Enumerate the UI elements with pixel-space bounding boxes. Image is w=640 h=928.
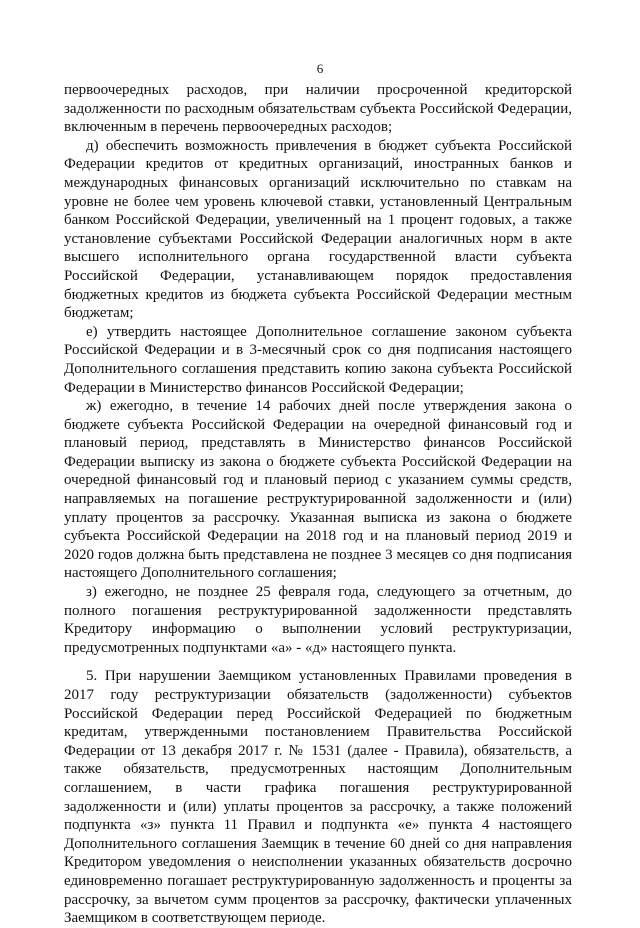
- paragraph-item-z: з) ежегодно, не позднее 25 февраля года, следующего за отчетным, до полного погашения реструктурированной задолженности представлять Кредитору информацию о выполнении условий реструктуризации, предусмотренных подпунктами «а» - «д» настоящего пункта.: [64, 584, 572, 656]
- paragraph-section-5: 5. При нарушении Заемщиком установленных Правилами проведения в 2017 году реструктуризации обязательств (задолженности) субъектов Российской Федерации перед Российской Федерацией по бюджетным кредитам, утвержденными постановлением Правительства Российской Федерации от 13 декабря 2017 г. № 1531 (далее - Правила), обязательств, а также обязательств, предусмотренных настоящим Дополнительным соглашением, в части графика погашения реструктурированной задолженности и (или) уплаты процентов за рассрочку, а также положений подпункта «з» пункта 11 Правил и подпункта «е» пункта 4 настоящего Дополнительного соглашения Заемщик в течение 60 дней со дня направления Кредитором уведомления о неисполнении указанных обязательств досрочно единовременно погашает реструктурированную задолженность и проценты за рассрочку, за вычетом сумм процентов за рассрочку, фактически уплаченных Заемщиком в соответствующем периоде.: [64, 668, 572, 927]
- paragraph-item-e: е) утвердить настоящее Дополнительное соглашение законом субъекта Российской Федерации и в 3-месячный срок со дня подписания настоящего Дополнительного соглашения представить копию закона субъекта Российской Федерации в Министерство финансов Российской Федерации;: [64, 323, 572, 396]
- paragraph-item-d: д) обеспечить возможность привлечения в бюджет субъекта Российской Федерации кредитов от кредитных организаций, иностранных банков и международных финансовых организаций исключительно по ставкам на уровне не более чем уровень ключевой ставки, установленный Центральным банком Российской Федерации, увеличенный на 1 процент годовых, а также установление субъектами Российской Федерации аналогичных норм в акте высшего исполнительного органа государственной власти субъекта Российской Федерации, устанавливающем порядок предоставления бюджетных кредитов из бюджета субъекта Российской Федерации местным бюджетам;: [64, 137, 572, 322]
- paragraph-item-zh: ж) ежегодно, в течение 14 рабочих дней после утверждения закона о бюджете субъекта Российской Федерации на очередной финансовый год и плановый период, представлять в Министерство финансов Российской Федерации выписку из закона о бюджете субъекта Российской Федерации на очередной финансовый год и плановый период с указанием суммы средств, направляемых на погашение реструктурированной задолженности и (или) уплату процентов за рассрочку. Указанная выписка из закона о бюджете субъекта Российской Федерации на 2018 год и на плановый период 2019 и 2020 годов должна быть представлена не позднее 3 месяцев со дня подписания настоящего Дополнительного соглашения;: [64, 398, 572, 582]
- document-body: [64, 81, 572, 928]
- paragraph-continuation: первоочередных расходов, при наличии просроченной кредиторской задолженности по расходным обязательствам субъекта Российской Федерации, включенным в перечень первоочередных расходов;: [64, 82, 572, 136]
- page-number: 6: [316, 61, 324, 76]
